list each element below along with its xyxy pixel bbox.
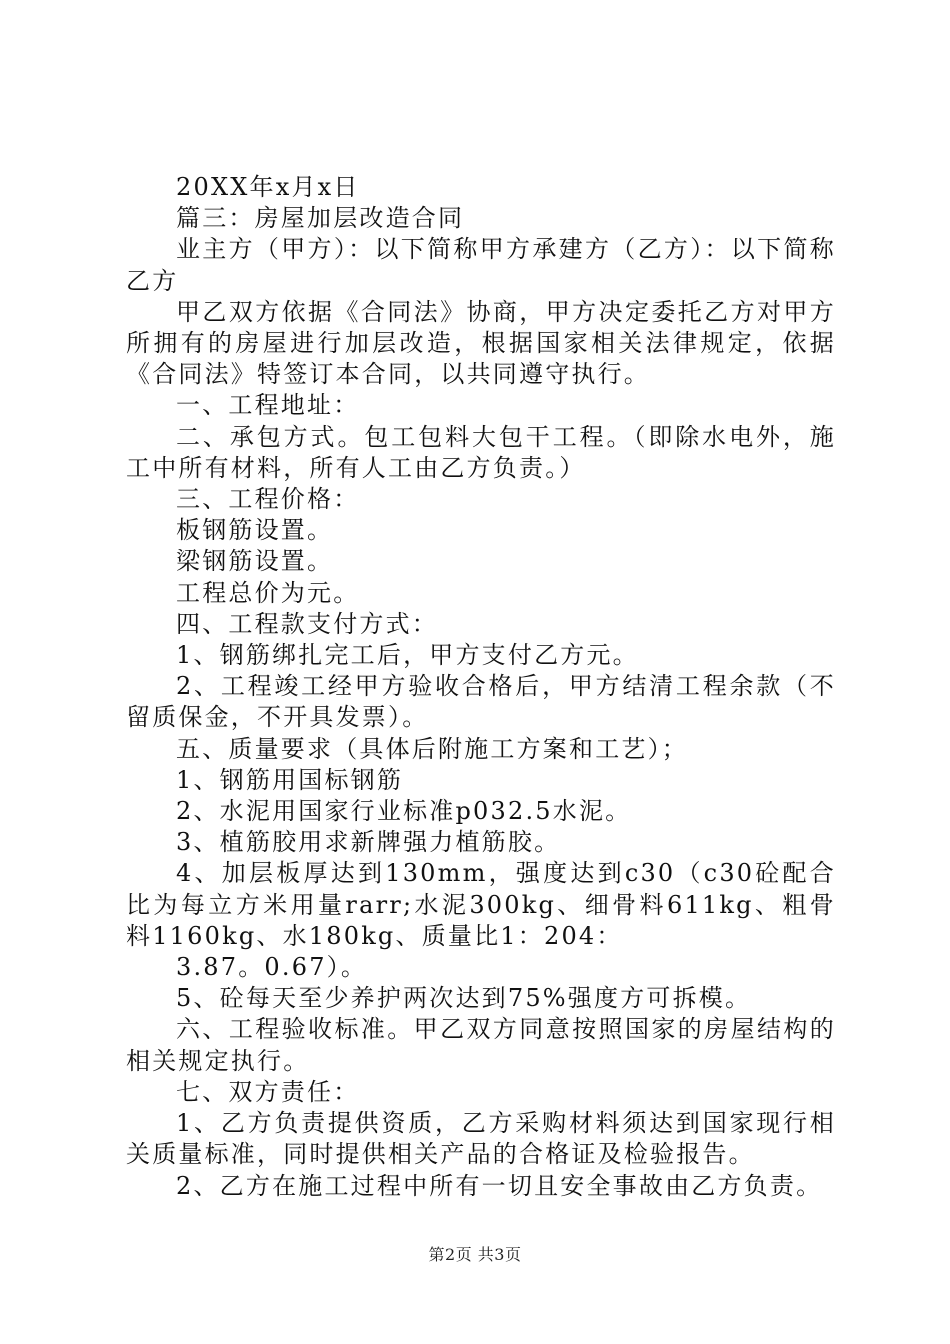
clause-line: 板钢筋设置。 xyxy=(176,516,334,545)
clause-line: 梁钢筋设置。 xyxy=(176,547,334,576)
section-heading: 五、质量要求（具体后附施工方案和工艺）； xyxy=(176,734,688,763)
parties-paragraph: 业主方（甲方）：以下简称甲方承建方（乙方）：以下简称乙方 xyxy=(126,235,836,295)
section-paragraph: 二、承包方式。包工包料大包干工程。（即除水电外，施工中所有材料，所有人工由乙方负责。） xyxy=(126,422,836,482)
section-heading: 一、工程地址： xyxy=(176,391,360,420)
preamble-paragraph: 甲乙双方依据《合同法》协商，甲方决定委托乙方对甲方所拥有的房屋进行加层改造，根据国家相关法律规定，依据《合同法》特签订本合同，以共同遵守执行。 xyxy=(126,297,836,389)
clause-line: 3、植筋胶用求新牌强力植筋胶。 xyxy=(176,828,561,857)
clause-line: 3.87。0.67）。 xyxy=(176,953,368,982)
clause-line: 2、水泥用国家行业标准p032.5水泥。 xyxy=(176,797,632,826)
clause-line: 工程总价为元。 xyxy=(176,578,360,607)
clause-line: 2、乙方在施工过程中所有一切且安全事故由乙方负责。 xyxy=(176,1171,823,1200)
contract-title: 篇三：房屋加层改造合同 xyxy=(176,204,465,233)
clause-paragraph: 2、工程竣工经甲方验收合格后，甲方结清工程余款（不留质保金，不开具发票）。 xyxy=(126,672,836,732)
clause-line: 1、钢筋绑扎完工后，甲方支付乙方元。 xyxy=(176,641,639,670)
document-body xyxy=(126,172,836,1202)
section-heading: 三、工程价格： xyxy=(176,485,360,514)
section-paragraph: 六、工程验收标准。甲乙双方同意按照国家的房屋结构的相关规定执行。 xyxy=(126,1015,836,1075)
section-heading: 七、双方责任： xyxy=(176,1077,360,1106)
page-number-footer: 第2页 共3页 xyxy=(428,1245,522,1264)
section-heading: 四、工程款支付方式： xyxy=(176,609,438,638)
clause-line: 5、砼每天至少养护两次达到75%强度方可拆模。 xyxy=(176,984,752,1013)
date-line: 20XX年x月x日 xyxy=(176,173,360,201)
clause-paragraph: 1、乙方负责提供资质，乙方采购材料须达到国家现行相关质量标准，同时提供相关产品的合格证及检验报告。 xyxy=(126,1109,836,1169)
clause-paragraph: 4、加层板厚达到130mm，强度达到c30（c30砼配合比为每立方米用量rarr;水泥300kg、细骨料611kg、粗骨料1160kg、水180kg、质量比1：204： xyxy=(126,859,836,950)
clause-line: 1、钢筋用国标钢筋 xyxy=(176,765,404,794)
